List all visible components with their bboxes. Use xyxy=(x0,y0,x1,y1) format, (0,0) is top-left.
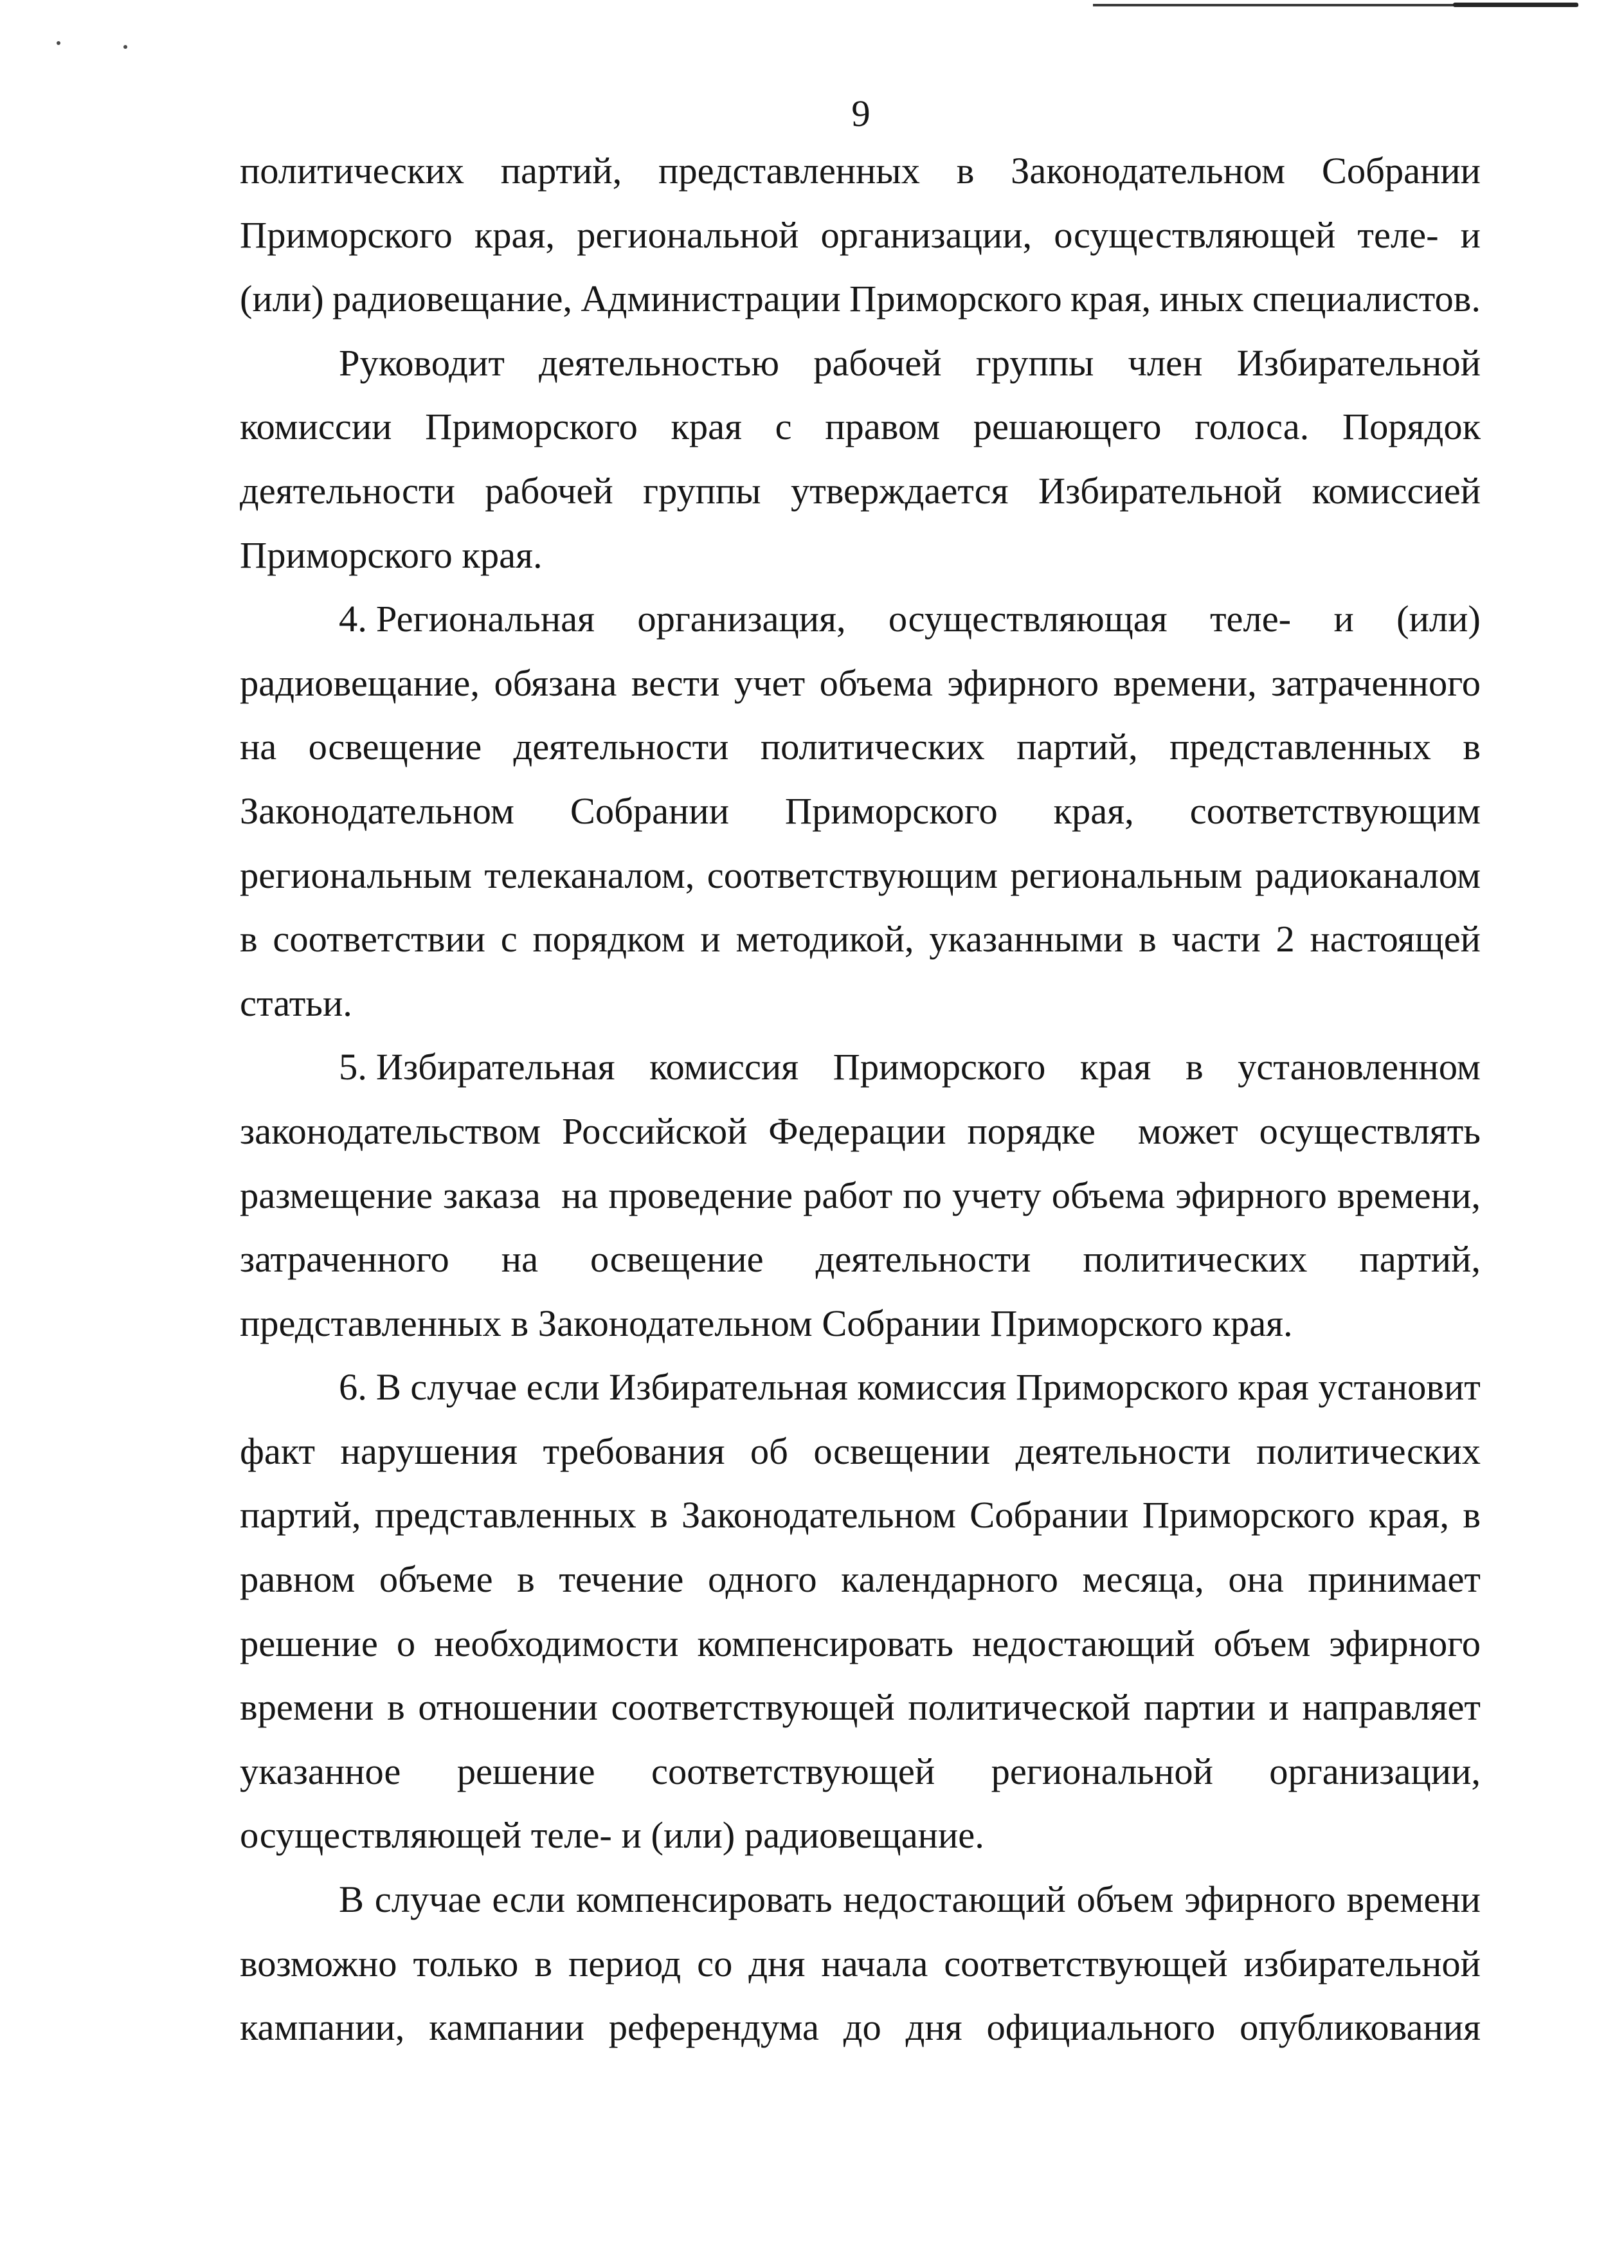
text-line: равном объеме в течение одного календарного месяца, она принимает xyxy=(240,1558,1481,1601)
text-line: Руководит деятельностью рабочей группы член Избирательной xyxy=(339,341,1481,384)
text-line: (или) радиовещание, Администрации Приморского края, иных специалистов. xyxy=(240,278,1481,320)
scan-speck xyxy=(57,41,60,45)
text-line: на освещение деятельности политических партий, представленных в xyxy=(240,726,1481,768)
text-line: времени в отношении соответствующей политической партии и направляет xyxy=(240,1686,1481,1729)
text-line xyxy=(240,1035,1481,1099)
scan-edge-shadow xyxy=(1453,3,1578,7)
paragraph xyxy=(240,587,1481,1035)
text-line: представленных в Законодательном Собрании Приморского края. xyxy=(240,1302,1293,1344)
paragraph xyxy=(240,331,1481,587)
scan-speck xyxy=(123,45,127,49)
text-line: комиссии Приморского края с правом решающего голоса. Порядок xyxy=(240,406,1481,448)
text-line-content: Избирательная комиссия Приморского края в установленном xyxy=(375,1046,1481,1088)
text-line: решение о необходимости компенсировать недостающий объем эфирного xyxy=(240,1622,1481,1664)
text-line: политических партий, представленных в Законодательном Собрании xyxy=(240,150,1481,192)
text-line: кампании, кампании референдума до дня официального опубликования xyxy=(240,2006,1481,2049)
text-line: партий, представленных в Законодательном Собрании Приморского края, в xyxy=(240,1494,1481,1536)
text-line xyxy=(240,1355,1481,1419)
text-line: Приморского края. xyxy=(240,534,543,576)
paragraph xyxy=(240,1355,1481,1868)
paragraph-number: 5. xyxy=(339,1046,367,1088)
text-line: деятельности рабочей группы утверждается Избирательной комиссией xyxy=(240,469,1481,512)
text-line: В случае если компенсировать недостающий объем эфирного времени xyxy=(339,1878,1481,1921)
text-line: в соответствии с порядком и методикой, указанными в части 2 настоящей xyxy=(240,918,1481,960)
text-line: Законодательном Собрании Приморского края, соответствующим xyxy=(240,789,1481,832)
text-line: радиовещание, обязана вести учет объема эфирного времени, затраченного xyxy=(240,662,1481,704)
text-line: Приморского края, региональной организации, осуществляющей теле- и xyxy=(240,213,1481,256)
text-line: затраченного на освещение деятельности политических партий, xyxy=(240,1238,1481,1281)
text-line: осуществляющей теле- и (или) радиовещание. xyxy=(240,1814,984,1857)
text-line-content: Региональная организация, осуществляющая теле- и (или) xyxy=(375,598,1481,640)
text-line: факт нарушения требования об освещении деятельности политических xyxy=(240,1430,1481,1472)
paragraph xyxy=(240,1035,1481,1355)
paragraph xyxy=(240,139,1481,331)
page-number: 9 xyxy=(851,93,871,134)
text-line: законодательством Российской Федерации порядке может осуществлять xyxy=(240,1110,1481,1152)
text-line: размещение заказа на проведение работ по учету объема эфирного времени, xyxy=(240,1174,1481,1216)
text-line: указанное решение соответствующей региональной организации, xyxy=(240,1750,1481,1792)
text-line: статьи. xyxy=(240,982,352,1024)
text-line xyxy=(240,587,1481,651)
text-line: возможно только в период со дня начала соответствующей избирательной xyxy=(240,1942,1481,1985)
text-line: региональным телеканалом, соответствующим региональным радиоканалом xyxy=(240,854,1481,896)
paragraph-number: 4. xyxy=(339,598,367,640)
paragraph-number: 6. xyxy=(339,1366,367,1408)
paragraph xyxy=(240,1868,1481,2060)
document-body xyxy=(240,139,1481,2060)
text-line-content: В случае если Избирательная комиссия Приморского края установит xyxy=(375,1366,1481,1408)
